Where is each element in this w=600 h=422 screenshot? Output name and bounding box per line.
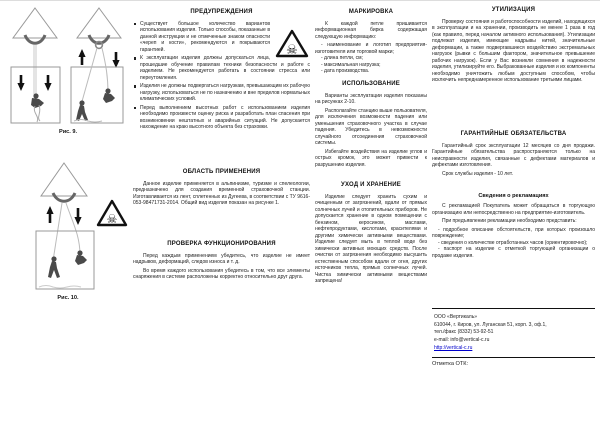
warning-bullet: [133, 105, 310, 131]
function-check-paragraph: Перед каждым применением убедитесь, что изделие не имеет надрывов, деформаций, следов износа и т. д.: [133, 252, 310, 266]
warranty-title: ГАРАНТИЙНЫЕ ОБЯЗАТЕЛЬСТВА: [460, 131, 567, 137]
warranty-service-life: Срок службы изделия - 10 лет.: [442, 170, 513, 177]
divider-rule: [432, 308, 595, 309]
marking-item: - длина петли, см;: [321, 55, 363, 62]
marking-item: - максимальная нагрузка;: [321, 61, 381, 68]
marking-title: МАРКИРОВКА: [348, 9, 394, 15]
claims-item: - паспорт на изделие с отметкой торгующей организации о продаже изделия.: [432, 246, 595, 259]
figure-9-diagram: [6, 5, 130, 127]
warning-text: Изделия не должны подвергаться нагрузкам, превышающим их рабочую нагрузку, использоваться не по назначению и вне пределов нормальных климатических условий.: [140, 83, 310, 103]
section-contact: [432, 305, 595, 361]
otk-mark-label: Отметка ОТК:: [432, 361, 469, 367]
marking-item: - наименование и логотип предприятия-изготовителя или торговой марки;: [315, 42, 427, 55]
bullet-marker: [134, 57, 136, 59]
warnings-title: ПРЕДУПРЕЖДЕНИЯ: [190, 9, 253, 15]
section-disposal: [432, 7, 595, 86]
section-care: [315, 182, 427, 287]
section-claims: [432, 193, 595, 259]
usage-title: ИСПОЛЬЗОВАНИЕ: [342, 81, 400, 87]
function-check-title: ПРОВЕРКА ФУНКЦИОНИРОВАНИЯ: [167, 241, 276, 247]
section-function-check: [133, 241, 310, 283]
warning-bullet: [133, 83, 310, 103]
svg-text:☠: ☠: [286, 42, 298, 58]
section-warranty: [432, 131, 595, 179]
warning-bullet: [133, 21, 310, 54]
warning-text: К эксплуатации изделия должны допускаться лица, прошедшие обучение правилам техники безопасности и работе с изделием. Не рекомендуется работать в состоянии стресса или переутомления.: [140, 55, 310, 81]
company-website-link[interactable]: http://vertical-c.ru: [434, 344, 473, 351]
figure-10: [6, 159, 130, 301]
figure-9-label: Рис. 9.: [58, 129, 78, 135]
section-usage: [315, 81, 427, 170]
company-email: e-mail: info@vertical-c.ru: [434, 337, 490, 344]
claims-item: - сведения о количестве отработанных часов (ориентировочно);: [438, 239, 588, 246]
warning-bullet: [133, 55, 310, 81]
marking-item: - дата производства.: [321, 68, 370, 75]
application-title: ОБЛАСТЬ ПРИМЕНЕНИЯ: [182, 169, 261, 175]
usage-paragraph: Избегайте воздействия на изделие углов и острых кромок, это может привести к разрушению изделия.: [315, 148, 427, 168]
care-title: УХОД И ХРАНЕНИЕ: [341, 182, 401, 188]
bullet-marker: [134, 85, 136, 87]
company-phone: тел./факс (8332) 53-92-51: [434, 329, 494, 336]
figure-10-diagram: [6, 159, 130, 293]
usage-paragraph: Варианты эксплуатации изделия показаны на рисунках 2-10.: [315, 92, 427, 106]
section-application: [133, 169, 310, 209]
claims-item: - подробное описание обстоятельств, при которых произошло повреждение;: [432, 226, 595, 240]
company-name: ООО «Вертикаль»: [434, 314, 478, 320]
bullet-marker: [134, 107, 136, 109]
svg-text:☠: ☠: [106, 212, 118, 226]
claims-paragraph: С рекламацией Покупатель может обращаться в торгующую организацию или непосредственно на предприятие-изготовитель.: [432, 203, 595, 216]
warning-text: Перед выполнением высотных работ с использованием изделия необходимо произвести оценку риска и разработать план спасения при возникновении нештатных и аварийных ситуаций. Не допускается нахождение на краю высотного объекта без страховки.: [140, 104, 310, 131]
claims-title: Сведения о рекламациях: [478, 193, 549, 199]
care-body: Изделие следует хранить сухим и очищенным от загрязнений, вдали от прямых солнечных лучей и отопительных приборов. Не допускается хранение в одном помещении с бензином, керосином, маслами, нефтепродуктами, кислотами, красителями и другими химически активными веществами. Изделие следует мыть в теплой воде без химически активных моющих средств. После очистки от загрязнения необходимо высушить естественным способом вдали от огня, других источников тепла, прямых солнечных лучей. Чистка химически активными веществами запрещена!: [315, 193, 427, 285]
function-check-paragraph: Во время каждого использования убедитесь в том, что все элементы снаряжения в системе расположены корректно относительно друг друга.: [133, 267, 310, 281]
claims-paragraph: При предъявлении рекламации необходимо представить:: [442, 218, 577, 225]
company-address: 610044, г. Киров, ул. Луганская 51, корп. 3, оф.1,: [434, 321, 547, 328]
disposal-body: Проверку состояния и работоспособности изделий, находящихся в эксплуатации и на хранении, производить не менее 1 раза в год (как правило, перед началом активного использования). Утилизации подлежат изделия, имеющие надрывы нитей, значительные деформации, а также подвергавшиеся воздействию экстремальных нагрузок (рывки с большим фактором, значительное превышение рабочих нагрузок). Если у Вас возникли сомнения в надежности изделия, утилизируйте его. Выбракованные изделия и их компоненты необходимо уничтожить любым доступным способом, чтобы исключить непреднамеренное использование третьими лицами.: [432, 18, 595, 84]
usage-paragraph: Располагайте станцию выше пользователя, для исключения возможности падения или уменьшения страховочного участка в случае падения. Убедитесь в невозможности случайного отсоединения страховочной системы.: [315, 107, 427, 147]
marking-intro: К каждой петле пришивается информационная бирка содержащая следующую информацию:: [315, 20, 427, 40]
section-marking: [315, 9, 427, 75]
skull-warning-icon: [98, 201, 126, 226]
warning-text: Существует большое количество вариантов использования изделия. Только способы, показанные в данной инструкции и не отмеченные знаком опасности «череп и кости», рекомендуются и покрываются гарантией.: [140, 20, 270, 53]
figure-9: [6, 5, 130, 135]
section-otk: [432, 361, 595, 368]
disposal-title: УТИЛИЗАЦИЯ: [491, 7, 536, 13]
figure-10-label: Рис. 10.: [57, 295, 79, 301]
divider-rule: [432, 357, 595, 358]
application-body: Данное изделие применяется в альпинизме, туризме и спелеологии, предназначено для создания временной страховочной станции. Изготавливается из лент, сплетенных из Дугеева, в соответствии с ТУ 9616-053-98471731-2014. Общий вид изделия показан на рисунке 1.: [133, 180, 310, 207]
bullet-marker: [134, 23, 136, 25]
section-warnings: [133, 9, 310, 133]
warranty-paragraph: Гарантийный срок эксплуатации 12 месяцев со дня продажи. Гарантийные обязательства распространяются только на неисправности изделия, связанные с дефектами материалов и дефектами изготовления.: [432, 142, 595, 169]
